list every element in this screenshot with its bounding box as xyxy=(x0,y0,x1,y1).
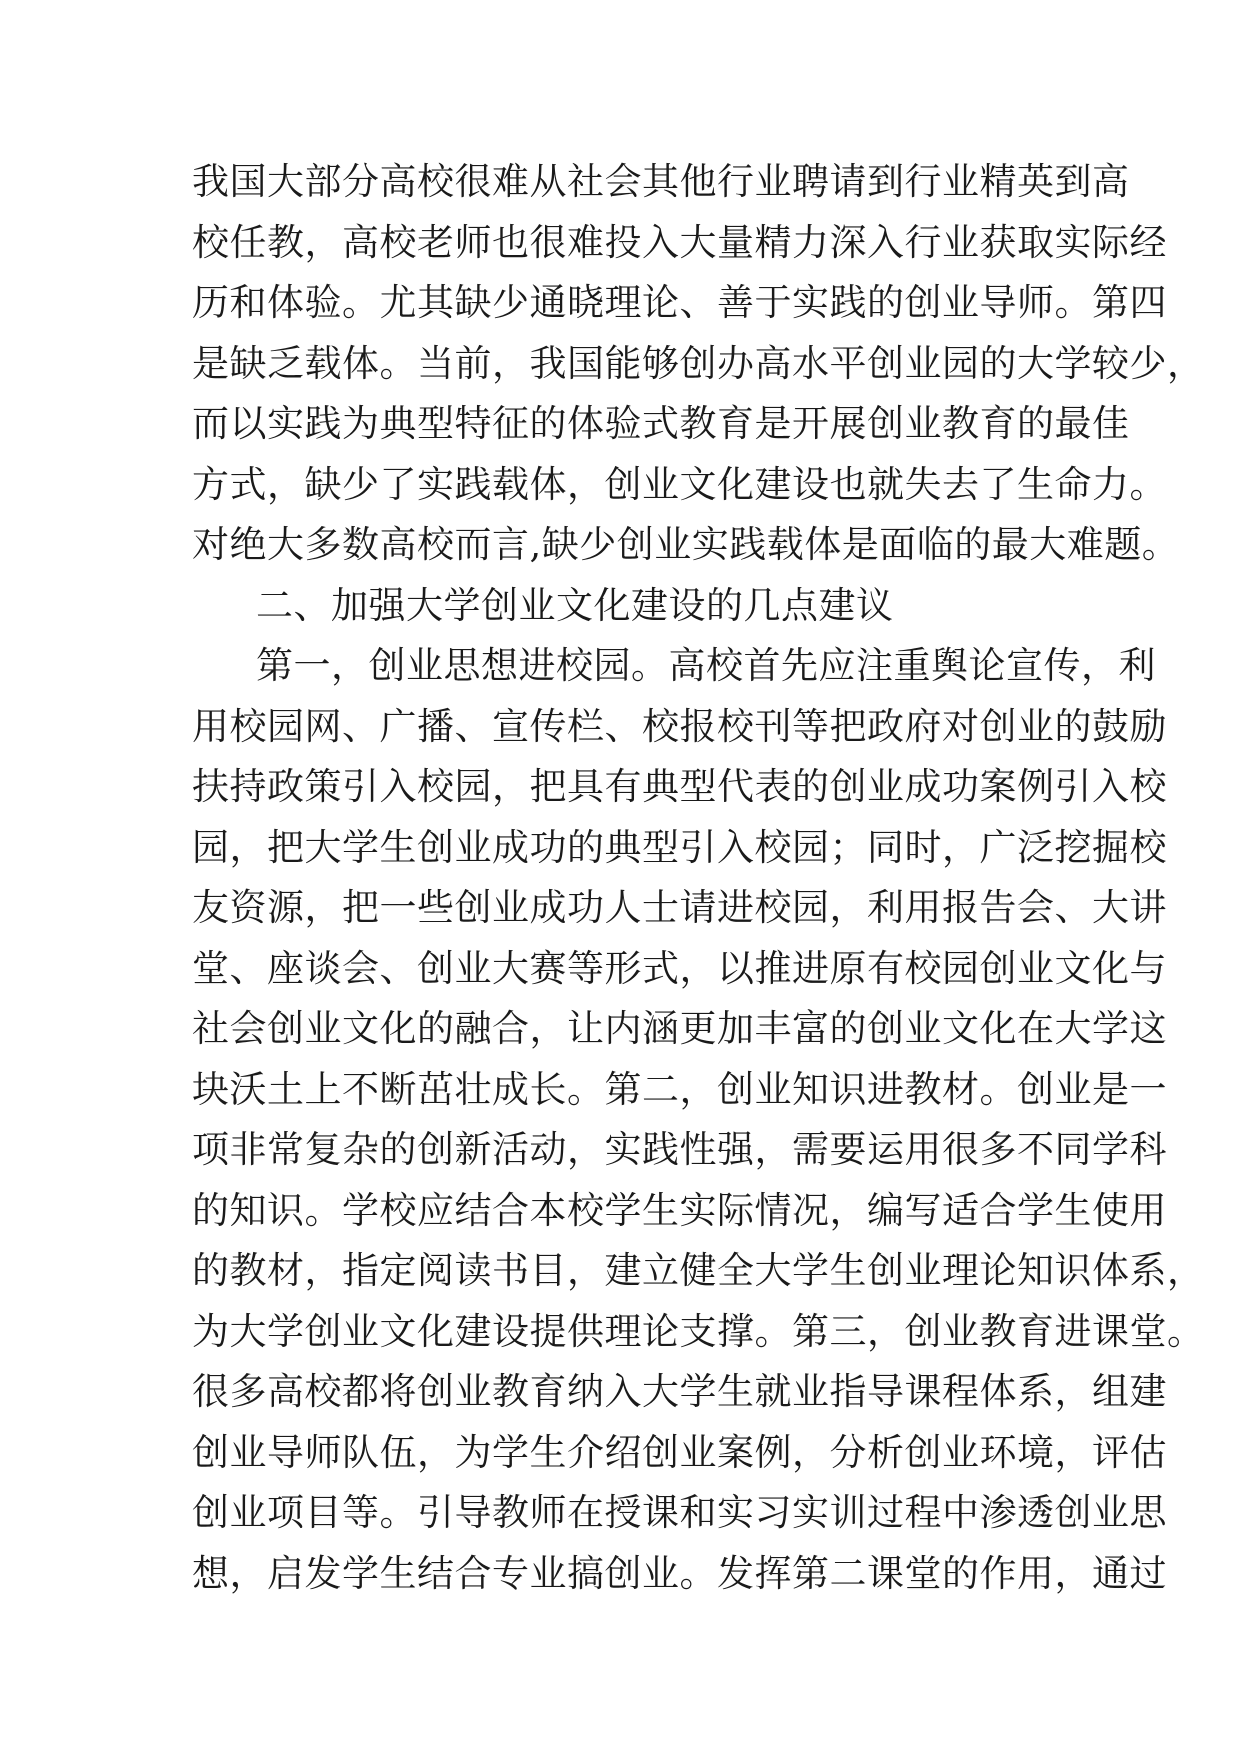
text-line: 历和体验。尤其缺少通晓理论、善于实践的创业导师。第四 xyxy=(192,281,1167,324)
text-line: 扶持政策引入校园，把具有典型代表的创业成功案例引入校 xyxy=(192,765,1167,808)
text-line: 创业项目等。引导教师在授课和实习实训过程中渗透创业思 xyxy=(192,1491,1167,1534)
text-line: 块沃土上不断茁壮成长。第二，创业知识进教材。创业是一 xyxy=(192,1067,1167,1111)
text-line: 校任教，高校老师也很难投入大量精力深入行业获取实际经 xyxy=(192,220,1167,264)
text-line: 堂、座谈会、创业大赛等形式，以推进原有校园创业文化与 xyxy=(192,946,1167,990)
text-line: 社会创业文化的融合，让内涵更加丰富的创业文化在大学这 xyxy=(192,1007,1167,1050)
text-line: 园，把大学生创业成功的典型引入校园；同时，广泛挖掘校 xyxy=(192,825,1167,869)
section-heading: 二、加强大学创业文化建设的几点建议 xyxy=(256,583,894,627)
text-line: 我国大部分高校很难从社会其他行业聘请到行业精英到高 xyxy=(192,160,1130,203)
text-line: 是缺乏载体。当前，我国能够创办高水平创业园的大学较少， xyxy=(192,341,1205,385)
text-line: 而以实践为典型特征的体验式教育是开展创业教育的最佳 xyxy=(192,402,1130,445)
text-line: 的知识。学校应结合本校学生实际情况，编写适合学生使用 xyxy=(192,1188,1167,1232)
text-line: 友资源，把一些创业成功人士请进校园，利用报告会、大讲 xyxy=(192,886,1167,929)
text-line: 用校园网、广播、宣传栏、校报校刊等把政府对创业的鼓励 xyxy=(192,704,1167,748)
text-line: 为大学创业文化建设提供理论支撑。第三，创业教育进课堂。 xyxy=(192,1309,1205,1353)
text-line: 创业导师队伍，为学生介绍创业案例，分析创业环境，评估 xyxy=(192,1430,1167,1474)
text-line: 想，启发学生结合专业搞创业。发挥第二课堂的作用，通过 xyxy=(192,1551,1167,1595)
text-line: 第一，创业思想进校园。高校首先应注重舆论宣传，利 xyxy=(256,644,1156,687)
text-line: 方式，缺少了实践载体，创业文化建设也就失去了生命力。 xyxy=(192,462,1167,506)
text-line: 很多高校都将创业教育纳入大学生就业指导课程体系，组建 xyxy=(192,1370,1167,1413)
text-line: 对绝大多数高校而言,缺少创业实践载体是面临的最大难题。 xyxy=(192,523,1180,566)
text-line: 的教材，指定阅读书目，建立健全大学生创业理论知识体系， xyxy=(192,1249,1205,1292)
body-text xyxy=(192,152,1205,1604)
text-line: 项非常复杂的创新活动，实践性强，需要运用很多不同学科 xyxy=(192,1128,1167,1171)
